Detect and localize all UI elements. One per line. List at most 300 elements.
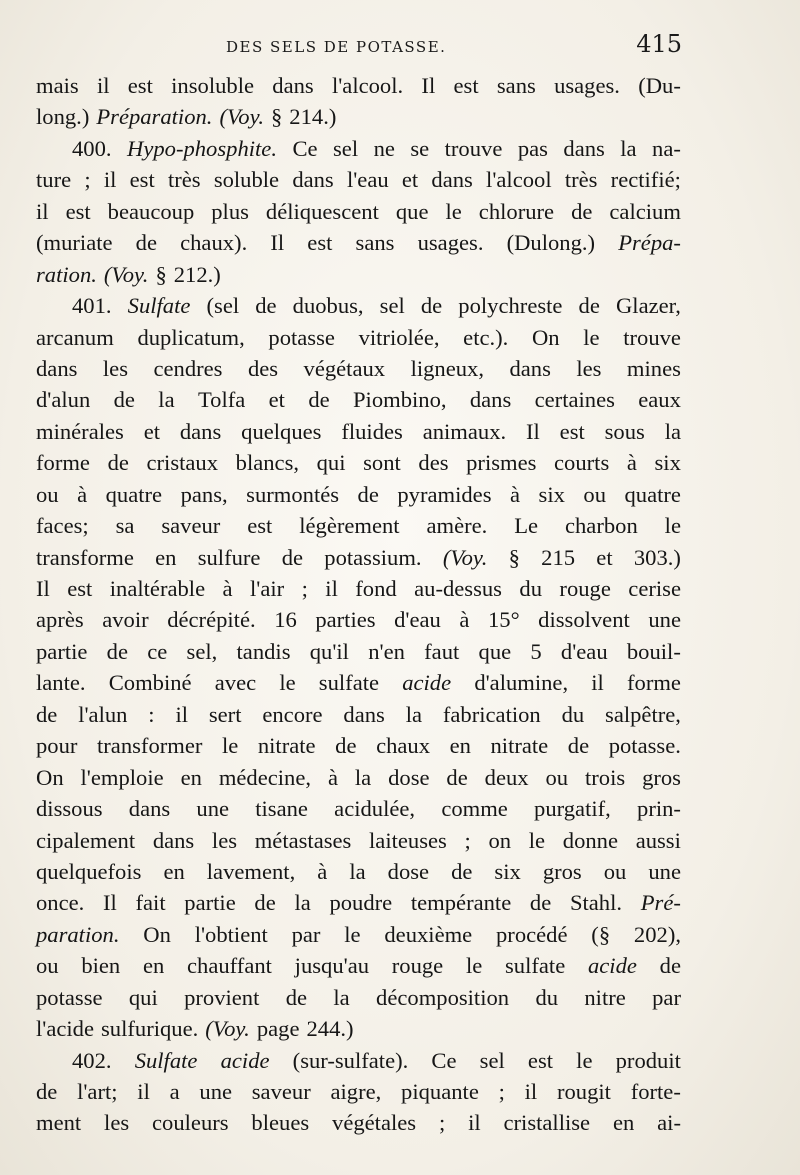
word: de xyxy=(357,481,379,507)
word: mines xyxy=(626,355,681,381)
word: six xyxy=(538,481,565,507)
word: chauffant xyxy=(187,953,272,979)
word: la xyxy=(349,858,366,884)
word: gros xyxy=(542,858,582,884)
word: laiteuses xyxy=(369,827,447,853)
word: Il xyxy=(270,230,285,256)
word: il xyxy=(524,1079,538,1104)
word: ; xyxy=(301,576,308,601)
word: ce xyxy=(147,638,168,664)
word: Préparation. xyxy=(96,104,213,130)
word: Il xyxy=(36,576,50,601)
word: l'acide xyxy=(36,1016,95,1042)
word: forme xyxy=(627,670,681,696)
word: les xyxy=(211,827,238,853)
word: six xyxy=(494,858,521,884)
word: pans, xyxy=(180,481,228,507)
word: chaux xyxy=(376,733,431,759)
word: acide xyxy=(587,953,637,979)
word: est xyxy=(307,230,333,256)
word: Combiné xyxy=(108,670,192,696)
word: en xyxy=(180,764,202,790)
word: pour xyxy=(36,733,78,759)
word: Il xyxy=(421,73,436,98)
text-line xyxy=(36,447,681,478)
word: (§ xyxy=(591,921,611,947)
word: il xyxy=(591,670,604,696)
text-line xyxy=(36,384,681,415)
word: potasse xyxy=(36,984,103,1010)
word: dissolvent xyxy=(538,607,630,633)
text-line xyxy=(36,1013,681,1044)
word: le xyxy=(664,513,681,539)
text-line xyxy=(36,1107,681,1138)
word: Il xyxy=(103,890,117,916)
word: transforme xyxy=(36,544,134,570)
text-line xyxy=(36,919,681,950)
word: dans xyxy=(272,73,314,98)
word: potasse xyxy=(268,324,335,350)
text-line xyxy=(36,101,681,132)
word: il xyxy=(36,198,49,224)
page-header xyxy=(36,30,686,70)
word: sel xyxy=(333,135,359,161)
word: tisane xyxy=(255,796,308,822)
word: fabrication xyxy=(442,701,541,727)
word: à xyxy=(222,576,233,601)
word: est xyxy=(127,73,153,98)
text-line xyxy=(36,227,681,258)
word: une xyxy=(199,1079,233,1104)
word: des xyxy=(247,355,279,381)
word: les xyxy=(102,355,128,381)
word: duobus, xyxy=(292,293,364,319)
word: dans xyxy=(152,827,195,853)
text-line xyxy=(36,887,681,918)
text-line xyxy=(36,825,681,856)
word: procédé xyxy=(496,921,568,947)
word: trouve xyxy=(444,135,503,161)
word: au-dessus xyxy=(414,576,502,601)
word: calcium xyxy=(609,198,681,224)
word: très xyxy=(167,167,201,193)
word: 215 xyxy=(541,544,576,570)
word: rougit xyxy=(556,1079,611,1104)
word: qui xyxy=(316,450,346,476)
word: de xyxy=(36,701,58,727)
text-line xyxy=(36,70,681,101)
word: (Voy. xyxy=(442,544,488,570)
text-line xyxy=(36,322,681,353)
word: ; xyxy=(438,1110,446,1136)
word: Hypo-phosphite. xyxy=(127,135,277,161)
word: Pré- xyxy=(640,890,681,916)
word: l'obtient xyxy=(194,921,268,947)
word: couleurs xyxy=(152,1110,229,1136)
word: de xyxy=(308,387,330,413)
word: métastases xyxy=(254,827,352,853)
word: surmontés xyxy=(246,481,340,507)
word: bouil- xyxy=(626,638,681,664)
word: insoluble xyxy=(171,73,254,98)
word: décrépité. xyxy=(167,607,256,633)
word: à xyxy=(510,481,521,507)
text-line xyxy=(36,164,681,195)
word: ou xyxy=(36,953,59,979)
word: ne xyxy=(373,135,395,161)
word: dans xyxy=(509,355,551,381)
word: ture xyxy=(36,167,72,193)
word: avoir xyxy=(102,607,149,633)
text-line xyxy=(36,290,681,321)
word: n'en xyxy=(368,638,405,664)
text-line xyxy=(36,856,681,887)
word: aussi xyxy=(635,827,681,853)
word: en xyxy=(163,858,185,884)
word: ai- xyxy=(657,1110,681,1136)
word: et xyxy=(596,544,613,570)
word: 400. xyxy=(72,135,112,161)
word: ligneux, xyxy=(410,355,484,381)
word: certaines xyxy=(534,387,615,413)
word: de xyxy=(567,733,590,759)
word: partie xyxy=(36,638,88,664)
word: duplicatum, xyxy=(137,324,245,350)
word: en xyxy=(155,544,177,570)
word: 244.) xyxy=(306,1016,354,1042)
word: (Dulong.) xyxy=(506,230,596,256)
word: cipalement xyxy=(36,827,136,853)
word: lavement, xyxy=(206,858,296,884)
word: de xyxy=(446,764,468,790)
word: pyramides xyxy=(397,481,492,507)
word: trouve xyxy=(623,324,681,350)
word: sulfate xyxy=(318,670,380,696)
word: lante. xyxy=(36,670,86,696)
word: arcanum xyxy=(36,324,114,350)
word: piquante xyxy=(401,1079,479,1104)
word: na- xyxy=(652,135,681,161)
text-line xyxy=(36,510,681,541)
word: acide xyxy=(220,1047,270,1073)
word: la xyxy=(158,387,175,413)
word: fond xyxy=(355,576,397,601)
word: (muriate xyxy=(36,230,113,256)
word: Prépa- xyxy=(618,230,681,256)
word: transformer xyxy=(97,733,203,759)
word: est xyxy=(129,167,155,193)
word: et xyxy=(268,387,285,413)
word: le xyxy=(583,324,600,350)
word: soluble xyxy=(213,167,280,193)
word: par xyxy=(652,984,681,1010)
word: Stahl. xyxy=(569,890,623,916)
word: six xyxy=(654,450,681,476)
word: que xyxy=(395,198,429,224)
word: ; xyxy=(84,167,91,193)
word: ou xyxy=(36,481,59,507)
word: sel xyxy=(479,1047,505,1073)
word: partie xyxy=(184,890,236,916)
word: une xyxy=(648,607,681,633)
word: d'alun xyxy=(36,387,91,413)
word: du xyxy=(535,984,559,1010)
text-line xyxy=(36,699,681,730)
word: chlorure xyxy=(478,198,555,224)
word: quelques xyxy=(241,418,322,444)
word: 5 xyxy=(530,638,542,664)
word: § xyxy=(271,104,283,130)
word: par xyxy=(291,921,321,947)
word: de xyxy=(281,544,304,570)
word: le xyxy=(445,198,462,224)
word: de xyxy=(254,890,276,916)
text-line xyxy=(36,542,681,573)
word: potasse. xyxy=(608,733,681,759)
word: déliquescent xyxy=(265,198,379,224)
word: produit xyxy=(615,1047,681,1073)
word: fait xyxy=(135,890,166,916)
word: la xyxy=(405,701,422,727)
text-line xyxy=(36,730,681,761)
word: eaux xyxy=(638,387,681,413)
word: usages. xyxy=(417,230,484,256)
word: rouge xyxy=(559,576,611,601)
text-line xyxy=(36,353,681,384)
word: page xyxy=(256,1016,300,1042)
word: le xyxy=(279,670,296,696)
word: qui xyxy=(128,984,158,1010)
word: nitrate xyxy=(490,733,549,759)
word: quatre xyxy=(624,481,681,507)
word: animaux. xyxy=(422,418,507,444)
word: 402. xyxy=(72,1047,112,1073)
word: nitrate xyxy=(257,733,316,759)
word: fluides xyxy=(341,418,403,444)
word: 401. xyxy=(72,293,112,319)
word: ment xyxy=(36,1110,82,1136)
word: acide xyxy=(402,670,452,696)
word: Piombino, xyxy=(352,387,447,413)
word: de xyxy=(285,984,308,1010)
word: ou xyxy=(545,764,569,790)
word: l'emploie xyxy=(80,764,164,790)
word: de xyxy=(451,858,473,884)
text-line xyxy=(36,133,681,164)
word: d'eau xyxy=(560,638,608,664)
word: Glazer, xyxy=(615,293,681,319)
word: l'alun xyxy=(78,701,128,727)
word: rouge xyxy=(391,953,444,979)
word: 15° xyxy=(487,607,520,633)
word: végétaux xyxy=(303,355,386,381)
word: nitre xyxy=(584,984,626,1010)
word: légèrement xyxy=(299,513,400,539)
word: du xyxy=(519,576,542,601)
word: aigre, xyxy=(330,1079,382,1104)
word: saveur xyxy=(161,513,221,539)
word: est xyxy=(65,198,91,224)
word: le xyxy=(528,827,546,853)
word: de xyxy=(106,638,128,664)
word: Il xyxy=(526,418,540,444)
word: paration. xyxy=(36,921,120,947)
word: a xyxy=(169,1079,180,1104)
word: plus xyxy=(211,198,249,224)
word: de xyxy=(420,293,443,319)
word: ration. xyxy=(36,261,97,287)
word: dans xyxy=(128,796,171,822)
word: est xyxy=(67,576,93,601)
word: que xyxy=(478,638,512,664)
word: sert xyxy=(208,701,242,727)
word: le xyxy=(221,733,239,759)
word: courts xyxy=(554,450,610,476)
word: qu'il xyxy=(309,638,349,664)
word: de xyxy=(135,230,157,256)
word: salpêtre, xyxy=(605,701,681,727)
word: tandis xyxy=(236,638,291,664)
word: il xyxy=(175,701,188,727)
text-line xyxy=(36,982,681,1013)
word: de xyxy=(335,733,357,759)
word: provient xyxy=(184,984,260,1010)
word: usages. xyxy=(554,73,620,98)
word: du xyxy=(561,701,585,727)
word: ; xyxy=(498,1079,505,1104)
word: rectifié; xyxy=(610,167,681,193)
text-line xyxy=(36,573,681,604)
word: l'alcool. xyxy=(331,73,404,98)
word: Sulfate xyxy=(134,1047,198,1073)
word: l'alcool xyxy=(486,167,552,193)
word: à xyxy=(626,450,637,476)
word: les xyxy=(104,1110,130,1136)
word: de xyxy=(571,198,593,224)
text-line xyxy=(36,1045,681,1076)
word: 214.) xyxy=(289,104,337,130)
word: les xyxy=(576,355,602,381)
word: gros xyxy=(642,764,681,790)
word: une xyxy=(196,796,230,822)
word: saveur xyxy=(251,1079,311,1104)
word: § xyxy=(155,261,167,287)
word: il xyxy=(103,167,117,193)
word: sont xyxy=(363,450,401,476)
word: il xyxy=(96,73,110,98)
word: sel, xyxy=(186,638,218,664)
word: Sulfate xyxy=(127,293,191,319)
text-line xyxy=(36,950,681,981)
word: à xyxy=(327,764,338,790)
word: sans xyxy=(355,230,395,256)
word: amère. xyxy=(426,513,488,539)
text-line xyxy=(36,636,681,667)
word: végétales xyxy=(332,1110,417,1136)
word: ; xyxy=(464,827,471,853)
word: faces; xyxy=(36,513,89,539)
word: cendres xyxy=(153,355,223,381)
word: : xyxy=(148,701,155,727)
word: (sel xyxy=(206,293,240,319)
word: inaltérable xyxy=(109,576,206,601)
word: le xyxy=(576,1047,593,1073)
word: dans xyxy=(343,701,385,727)
word: de xyxy=(255,293,277,319)
body-text xyxy=(36,70,681,1139)
word: dissous xyxy=(36,796,103,822)
word: la xyxy=(620,135,637,161)
word: chaux). xyxy=(180,230,248,256)
text-line xyxy=(36,604,681,635)
word: comme xyxy=(441,796,508,822)
word: est xyxy=(559,418,585,444)
text-line xyxy=(36,416,681,447)
word: à xyxy=(459,607,470,633)
word: à xyxy=(317,858,328,884)
word: dans xyxy=(469,387,512,413)
word: très xyxy=(564,167,598,193)
word: (Du- xyxy=(638,73,681,98)
word: l'eau xyxy=(346,167,389,193)
word: 16 xyxy=(274,607,297,633)
word: se xyxy=(410,135,430,161)
word: (Voy. xyxy=(205,1016,250,1042)
word: dans xyxy=(36,355,78,381)
text-line xyxy=(36,259,681,290)
word: quelquefois xyxy=(36,858,142,884)
word: On xyxy=(36,764,64,790)
word: long.) xyxy=(36,104,90,130)
word: cristaux xyxy=(146,450,219,476)
word: acidulée, xyxy=(334,796,416,822)
word: la xyxy=(294,890,311,916)
word: dose xyxy=(388,764,430,790)
word: trois xyxy=(584,764,626,790)
word: On xyxy=(143,921,171,947)
text-line xyxy=(36,479,681,510)
word: d'eau xyxy=(394,607,441,633)
word: beaucoup xyxy=(107,198,195,224)
page-number: 415 xyxy=(636,30,682,58)
text-line xyxy=(36,667,681,698)
word: faut xyxy=(424,638,460,664)
word: once. xyxy=(36,890,85,916)
word: mais xyxy=(36,73,79,98)
word: il xyxy=(468,1110,481,1136)
word: cerise xyxy=(628,576,681,601)
word: cristallise xyxy=(503,1110,591,1136)
word: deuxième xyxy=(384,921,473,947)
word: pas xyxy=(517,135,548,161)
word: forte- xyxy=(630,1079,681,1104)
word: sans xyxy=(496,73,536,98)
word: décomposition xyxy=(376,984,510,1010)
text-line xyxy=(36,1076,681,1107)
word: le xyxy=(465,953,483,979)
word: est xyxy=(453,73,479,98)
word: en xyxy=(449,733,471,759)
word: quatre xyxy=(105,481,163,507)
word: Tolfa xyxy=(197,387,246,413)
word: vitriolée, xyxy=(358,324,440,350)
word: dans xyxy=(179,418,222,444)
word: il xyxy=(325,576,338,601)
word: sel xyxy=(379,293,405,319)
word: on xyxy=(488,827,512,853)
word: On xyxy=(531,324,560,350)
word: dose xyxy=(387,858,430,884)
